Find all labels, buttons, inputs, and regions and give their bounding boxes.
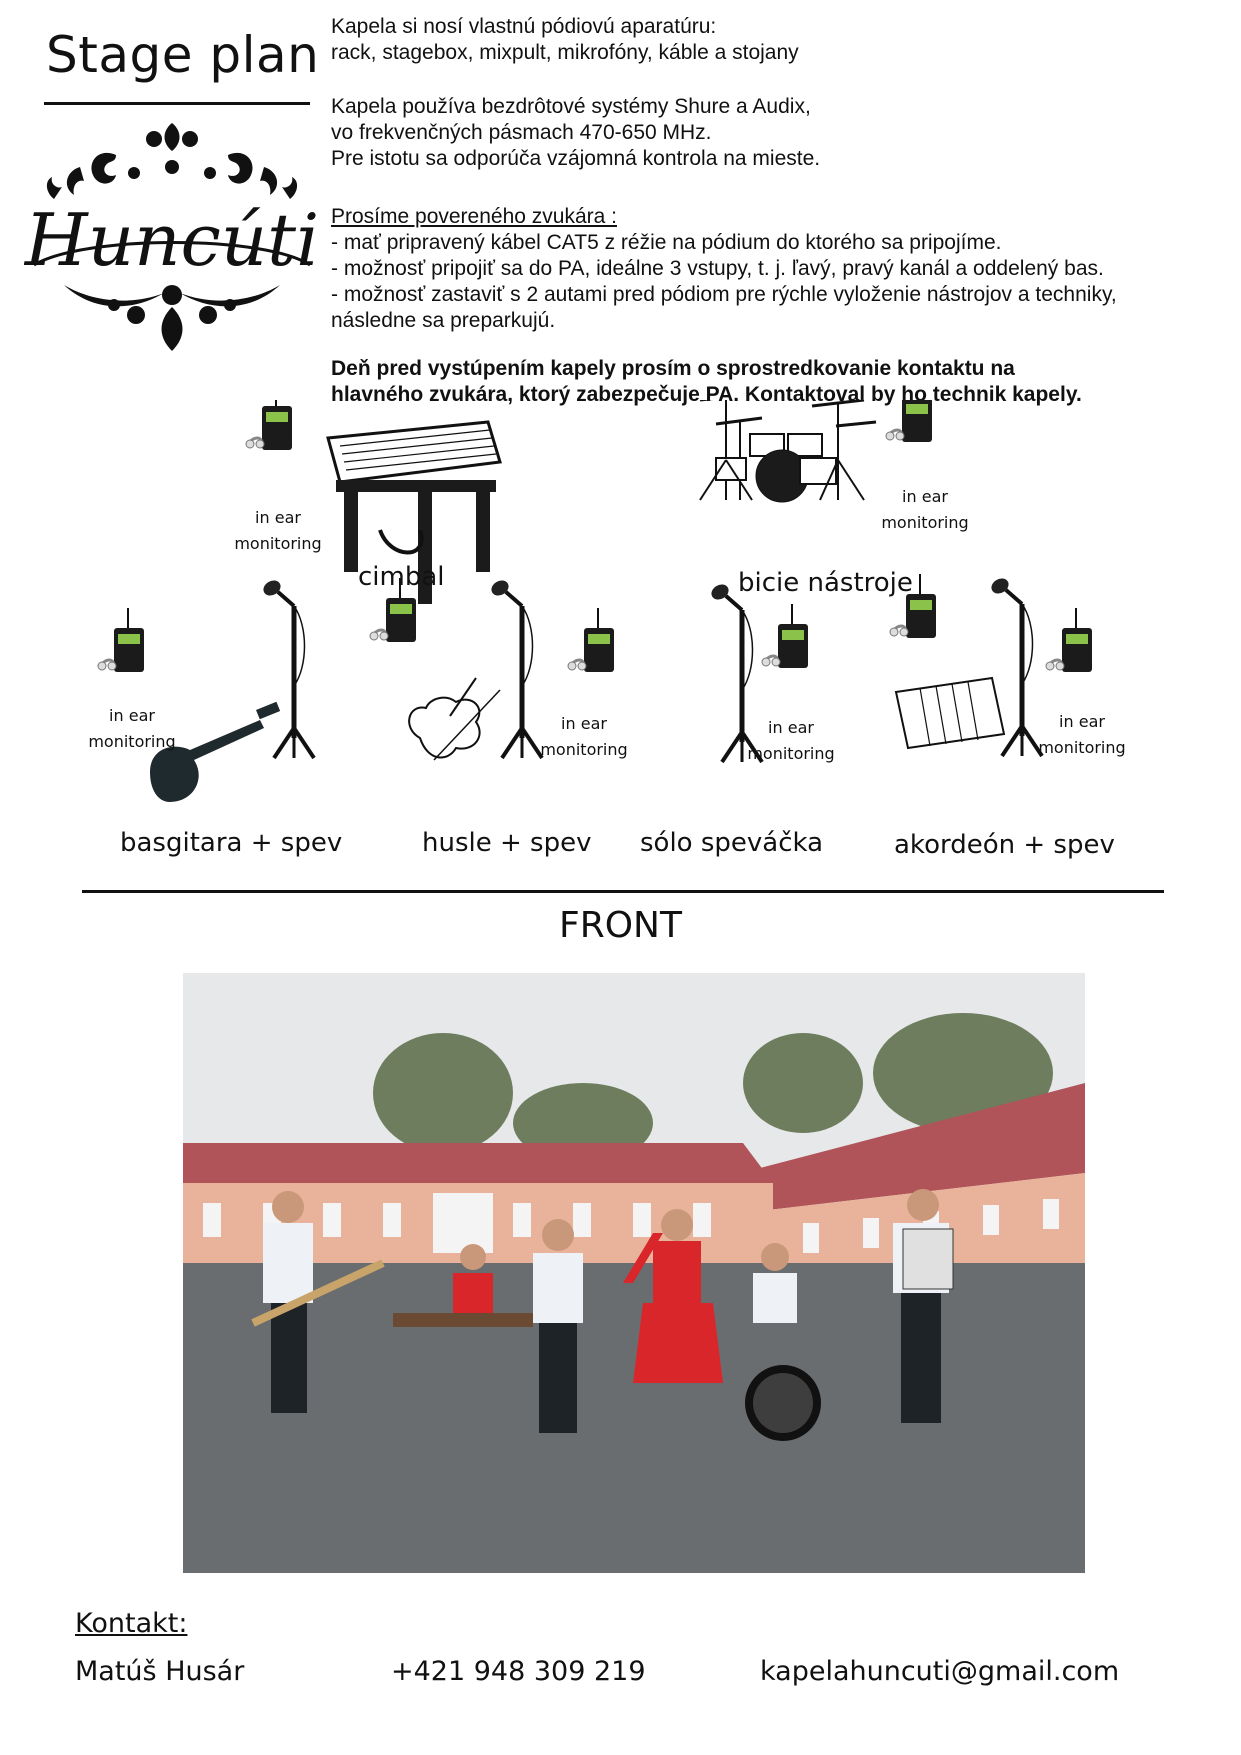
contact-note: Deň pred vystúpením kapely prosím o sprostredkovanie kontaktu na hlavného zvukára, ktorý zabezpečuje PA. Kontaktoval by ho technik kapely.	[331, 357, 1082, 406]
request-item: - možnosť zastaviť s 2 autami pred pódiom pre rýchle vyloženie nástrojov a techniky,	[331, 283, 1117, 306]
stage-front-divider	[82, 890, 1164, 893]
request-heading: Prosíme povereného zvukára :	[331, 205, 617, 228]
singer-iem-icon	[762, 604, 808, 668]
contact-heading: Kontakt:	[75, 1608, 188, 1639]
band-photo	[183, 973, 1085, 1573]
drums-label: bicie nástroje	[738, 568, 913, 598]
drums-iem-icon	[886, 400, 932, 442]
violin-iem-icon	[568, 608, 614, 672]
iem-label: in ear monitoring	[540, 714, 628, 759]
request-list	[331, 204, 1117, 334]
bass-mic-icon	[261, 577, 314, 758]
iem-label: in ear monitoring	[747, 718, 835, 763]
drum-kit-icon	[700, 400, 876, 502]
cimbal-label: cimbal	[358, 562, 445, 592]
intro-paragraph-2: Kapela používa bezdrôtové systémy Shure a Audix, vo frekvenčných pásmach 470-650 MHz. Pre istotu sa odporúča vzájomná kontrola na mieste.	[331, 95, 821, 170]
singer-label: sólo speváčka	[640, 828, 824, 858]
logo-ornament-top	[47, 123, 297, 199]
contact-email[interactable]: kapelahuncuti@gmail.com	[760, 1656, 1120, 1687]
iem-label: in ear monitoring	[234, 508, 322, 553]
accordion-label: akordeón + spev	[894, 830, 1115, 860]
request-item: - možnosť pripojiť sa do PA, ideálne 3 vstupy, t. j. ľavý, pravý kanál a oddelený bas.	[331, 257, 1104, 280]
accordion-iem-icon	[1046, 608, 1092, 672]
logo-ornament-bottom	[64, 285, 280, 351]
accordion-icon	[896, 678, 1004, 748]
iem-label: in ear monitoring	[881, 487, 969, 532]
bass-iem-icon	[98, 608, 144, 672]
front-label: FRONT	[559, 905, 682, 946]
cimbal-iem-icon	[246, 400, 292, 450]
violin-icon	[409, 678, 500, 760]
request-item: následne sa preparkujú.	[331, 309, 556, 332]
request-item: - mať pripravený kábel CAT5 z réžie na pódium do ktorého sa pripojíme.	[331, 231, 1002, 254]
contact-name: Matúš Husár	[75, 1656, 245, 1687]
page-title: Stage plan	[46, 26, 320, 84]
band-logo	[24, 115, 320, 365]
bass-label: basgitara + spev	[120, 828, 343, 858]
stage-diagram	[0, 400, 1241, 880]
iem-label: in ear monitoring	[1038, 712, 1126, 757]
violin-label: husle + spev	[422, 828, 592, 858]
title-divider	[44, 102, 310, 105]
contact-phone[interactable]: +421 948 309 219	[391, 1656, 646, 1687]
intro-paragraph-1: Kapela si nosí vlastnú pódiovú aparatúru: rack, stagebox, mixpult, mikrofóny, káble a stojany	[331, 15, 799, 64]
iem-label: in ear monitoring	[88, 706, 176, 751]
logo-wordmark: Huncúti	[24, 198, 320, 282]
